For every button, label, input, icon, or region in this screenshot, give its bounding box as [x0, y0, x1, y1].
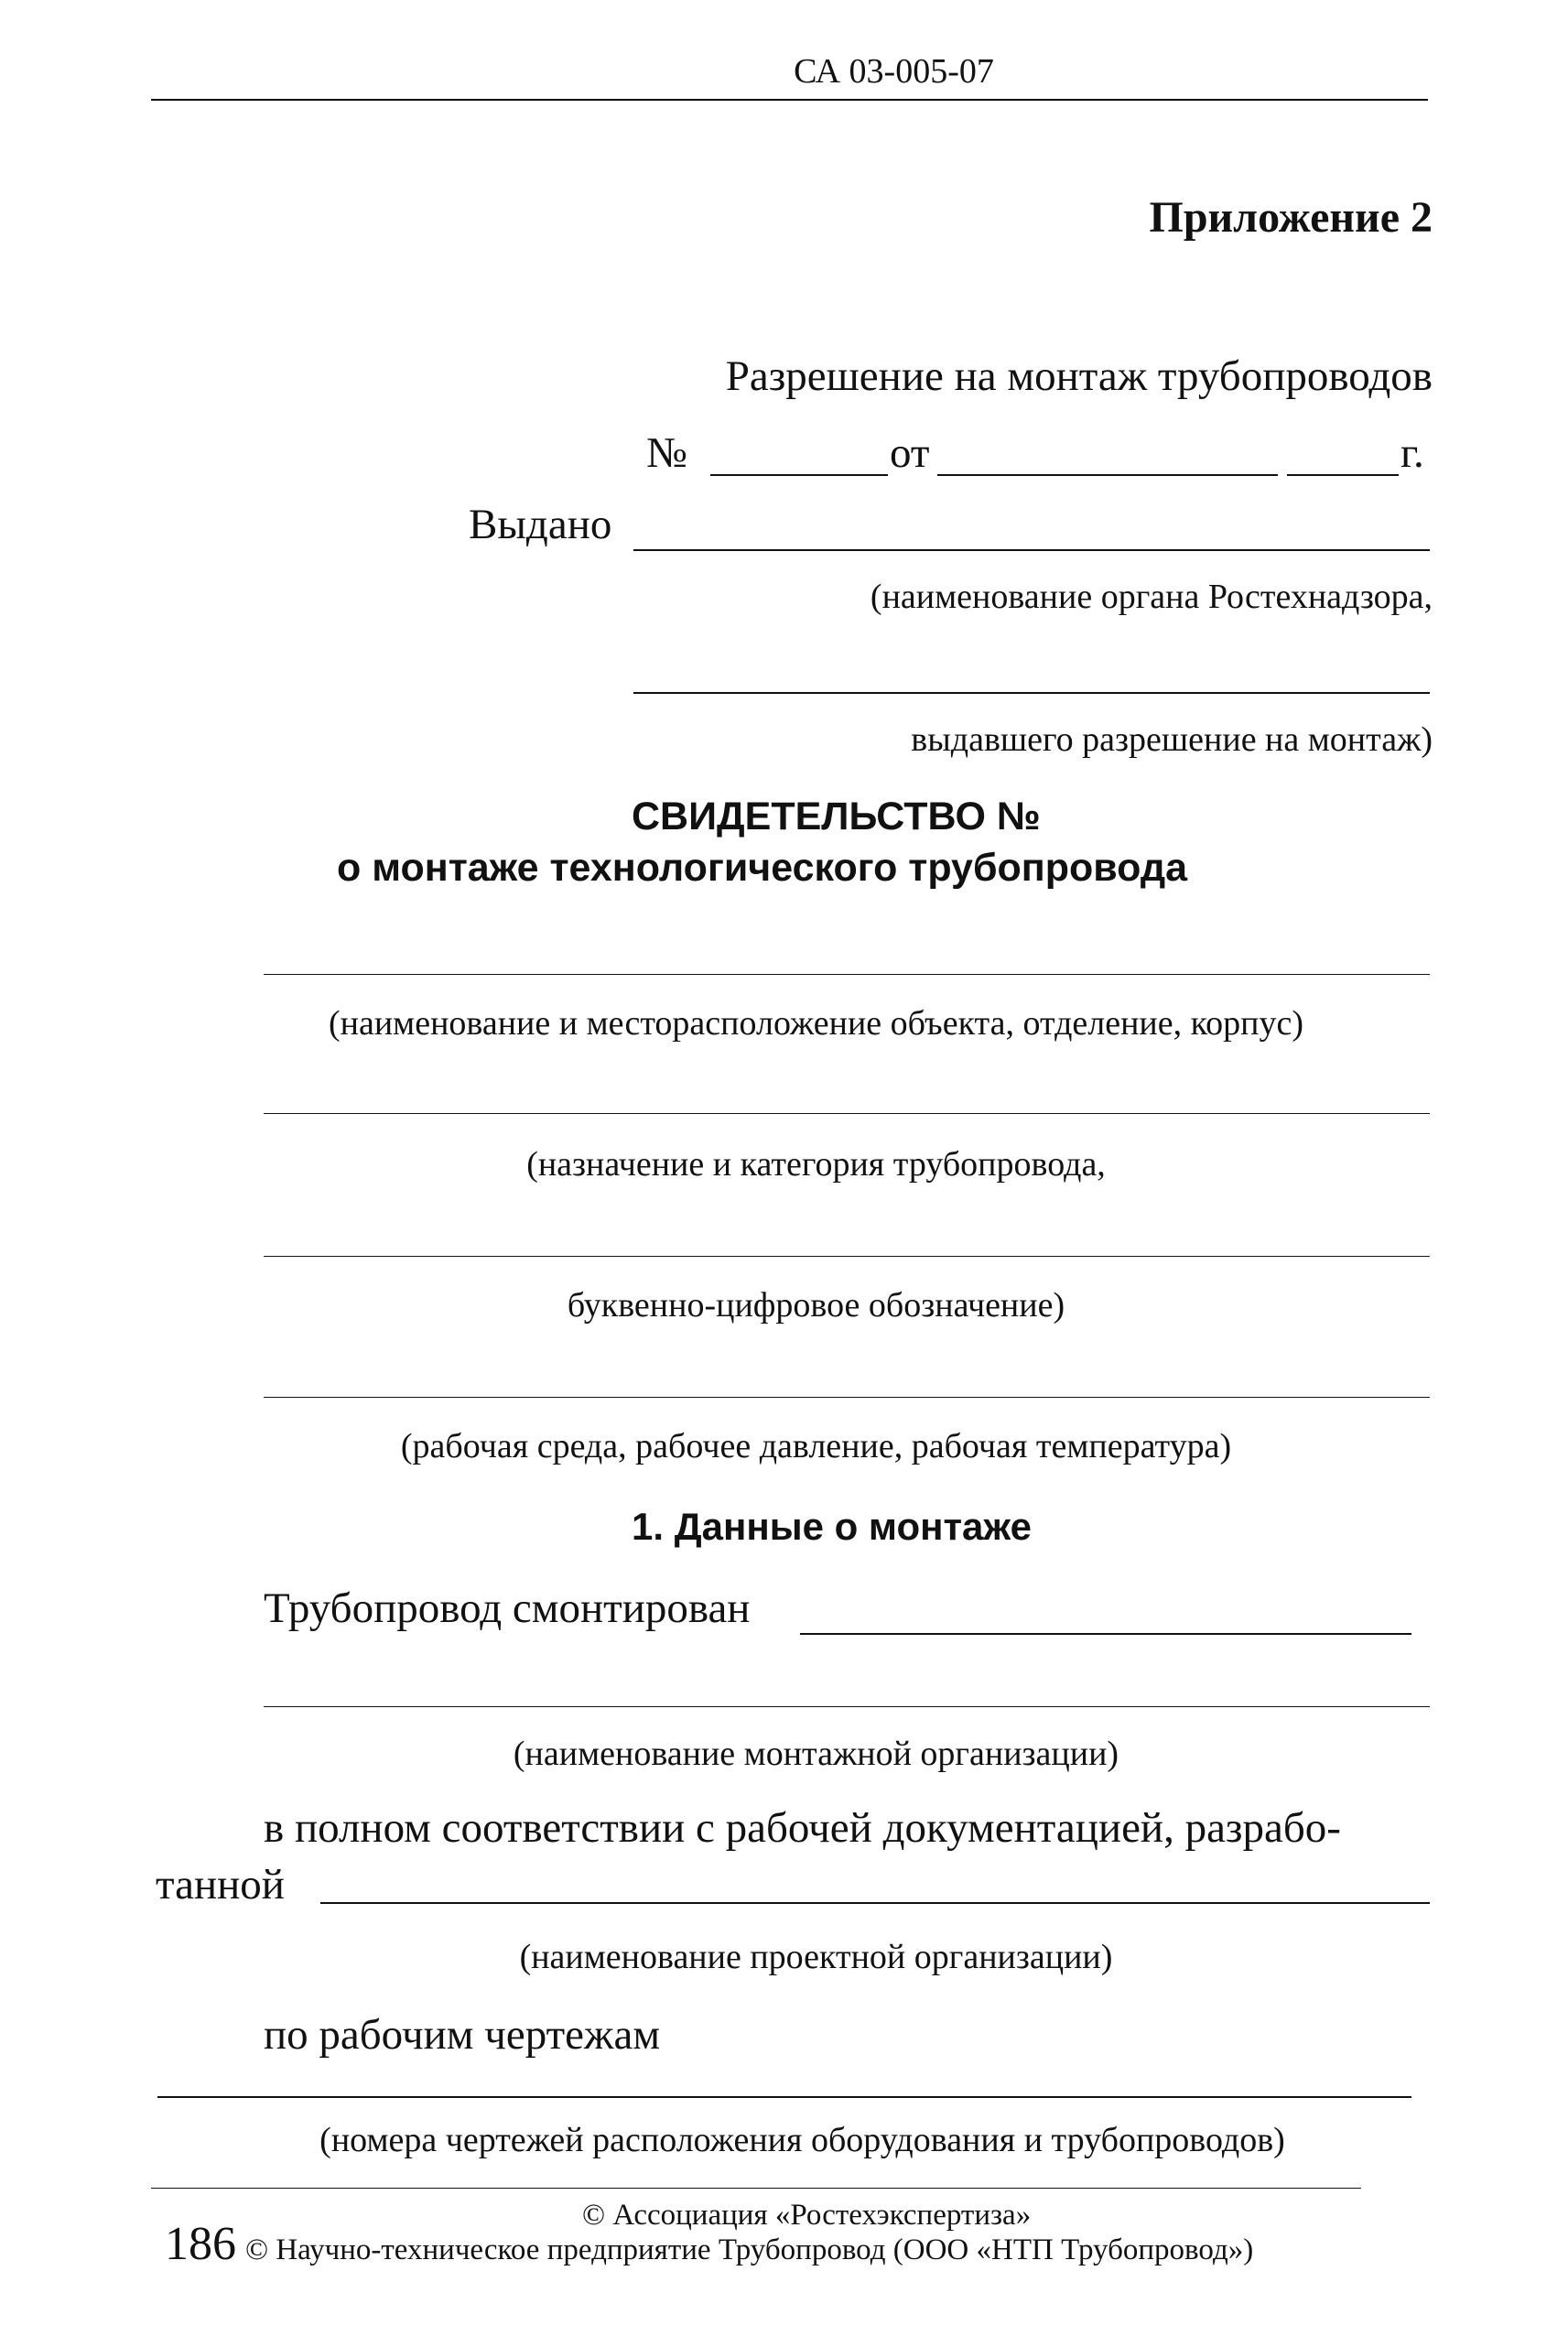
certificate-title: СВИДЕТЕЛЬСТВО №: [632, 795, 1041, 838]
page-number: 186: [165, 2218, 236, 2270]
permit-year-label: г.: [1400, 429, 1424, 477]
medium-caption: (рабочая среда, рабочее давление, рабочая температура): [400, 1427, 1232, 1465]
certificate-subtitle: о монтаже технологического трубопровода: [337, 846, 1188, 890]
permit-number-field[interactable]: [710, 474, 888, 476]
permit-number-label: №: [646, 429, 687, 477]
purpose-field[interactable]: [264, 1113, 1430, 1114]
compliance-line-1: в полном соответствии с рабочей документацией, разрабо-: [264, 1804, 1341, 1852]
permit-title: Разрешение на монтаж трубопроводов: [725, 352, 1433, 400]
issued-by-field[interactable]: [633, 549, 1430, 551]
object-caption: (наименование и месторасположение объекта, отделение, корпус): [328, 1004, 1304, 1043]
appendix-title: Приложение 2: [1149, 193, 1433, 242]
mounted-label: Трубопровод смонтирован: [264, 1584, 751, 1632]
installer-field[interactable]: [800, 1633, 1411, 1635]
designation-caption: буквенно-цифровое обозначение): [567, 1286, 1065, 1325]
issued-label: Выдано: [469, 501, 612, 548]
issued-by-field-2[interactable]: [633, 692, 1430, 694]
section-1-heading: 1. Данные о монтаже: [632, 1505, 1032, 1548]
document-code: СА 03-005-07: [794, 52, 994, 91]
drawings-caption: (номера чертежей расположения оборудования и трубопроводов): [319, 2121, 1285, 2159]
installer-field-2[interactable]: [264, 1706, 1430, 1707]
permit-year-field[interactable]: [1287, 474, 1399, 476]
designer-field[interactable]: [320, 1902, 1430, 1904]
drawings-field[interactable]: [157, 2096, 1411, 2098]
installer-caption: (наименование монтажной организации): [513, 1735, 1119, 1773]
footer-copyright-2: © Научно-техническое предприятие Трубопровод (ООО «НТП Трубопровод»): [245, 2233, 1254, 2266]
purpose-caption: (назначение и категория трубопровода,: [526, 1145, 1106, 1184]
permit-from-label: от: [890, 429, 930, 477]
drawings-label: по рабочим чертежам: [264, 2011, 661, 2059]
compliance-line-2: танной: [156, 1861, 285, 1909]
object-field[interactable]: [264, 974, 1430, 975]
footer-copyright-1: © Ассоциация «Ростехэкспертиза»: [582, 2199, 1032, 2232]
footer-rule: [151, 2188, 1361, 2189]
issued-caption-1: (наименование органа Ростехнадзора,: [870, 578, 1433, 616]
header-rule: [151, 99, 1428, 101]
permit-date-field[interactable]: [937, 474, 1278, 476]
issued-caption-2: выдавшего разрешение на монтаж): [911, 720, 1433, 759]
designer-caption: (наименование проектной организации): [519, 1938, 1113, 1976]
medium-field[interactable]: [264, 1397, 1430, 1398]
designation-field[interactable]: [264, 1256, 1430, 1257]
